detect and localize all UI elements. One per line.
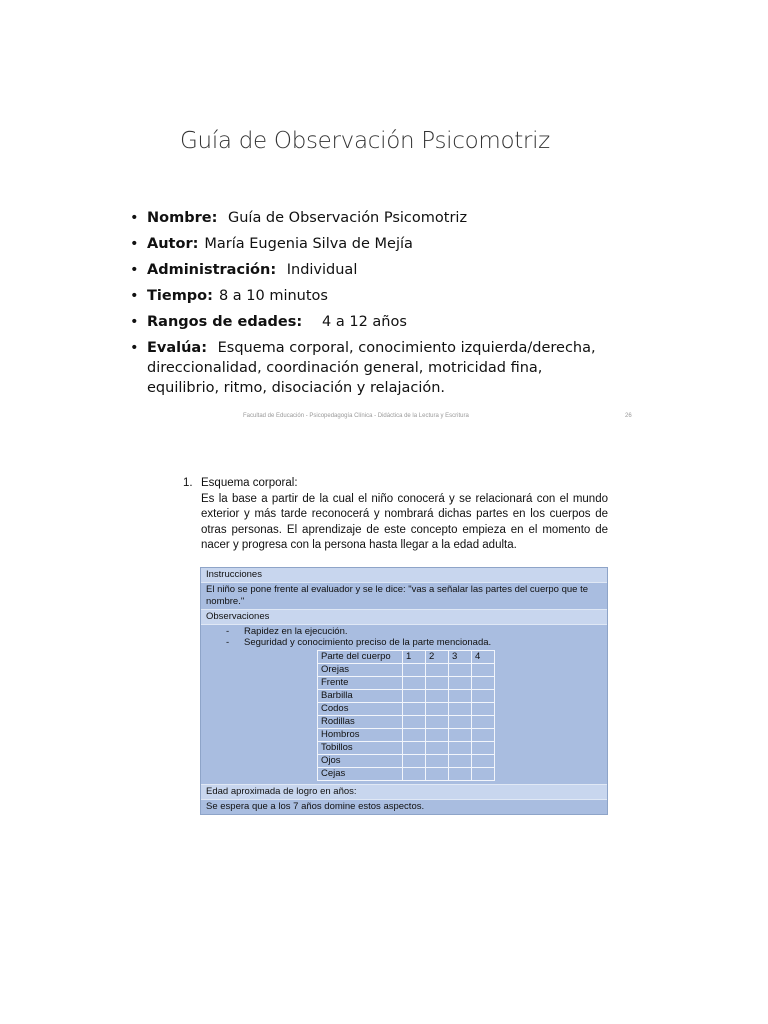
table-row — [318, 729, 495, 742]
score-cell[interactable] — [426, 755, 449, 768]
score-cell[interactable] — [449, 690, 472, 703]
item-value: Guía de Observación Psicomotriz — [227, 210, 468, 226]
item-value: Esquema corporal, conocimiento izquierda/derecha, direccionalidad, coordinación general, motricidad fina, equilibrio, ritmo, disociación y relajación. — [147, 340, 596, 396]
score-cell[interactable] — [426, 742, 449, 755]
body-part-cell: Tobillos — [318, 742, 403, 755]
observations-label: Observaciones — [201, 610, 607, 625]
body-part-cell: Cejas — [318, 768, 403, 781]
score-cell[interactable] — [472, 716, 495, 729]
body-part-cell: Frente — [318, 677, 403, 690]
table-row — [318, 716, 495, 729]
score-cell[interactable] — [472, 677, 495, 690]
score-cell[interactable] — [449, 755, 472, 768]
score-cell[interactable] — [403, 664, 426, 677]
slide-title: Guía de Observación Psicomotriz — [180, 128, 550, 154]
footer-text: Facultad de Educación - Psicopedagogía Clínica - Didáctica de la Lectura y Escritura — [243, 413, 469, 419]
score-cell[interactable] — [403, 768, 426, 781]
item-value: Individual — [286, 262, 358, 278]
table-row — [318, 742, 495, 755]
score-cell[interactable] — [449, 768, 472, 781]
item-label: Evalúa: — [147, 340, 208, 356]
item-value: María Eugenia Silva de Mejía — [204, 236, 413, 252]
score-cell[interactable] — [472, 690, 495, 703]
body-part-cell: Codos — [318, 703, 403, 716]
item-label: Rangos de edades: — [147, 314, 303, 330]
list-item — [130, 260, 610, 280]
instructions-label: Instrucciones — [201, 568, 607, 583]
age-text: Se espera que a los 7 años domine estos aspectos. — [206, 801, 425, 812]
item-value: 8 a 10 minutos — [218, 288, 328, 304]
score-cell[interactable] — [403, 729, 426, 742]
table-row — [318, 664, 495, 677]
body-part-cell: Hombros — [318, 729, 403, 742]
score-cell[interactable] — [426, 677, 449, 690]
score-cell[interactable] — [426, 716, 449, 729]
page-number: 26 — [625, 413, 632, 419]
score-cell[interactable] — [472, 755, 495, 768]
body-part-cell: Barbilla — [318, 690, 403, 703]
score-cell[interactable] — [449, 703, 472, 716]
table-row — [318, 703, 495, 716]
list-item: - Rapidez en la ejecución. — [226, 626, 602, 637]
score-header: 1 — [403, 651, 426, 664]
table-row — [318, 690, 495, 703]
score-cell[interactable] — [426, 664, 449, 677]
score-cell[interactable] — [426, 729, 449, 742]
score-cell[interactable] — [472, 742, 495, 755]
score-cell[interactable] — [449, 677, 472, 690]
list-item — [130, 286, 610, 306]
list-item — [130, 208, 610, 228]
observation-table — [200, 567, 608, 815]
info-list — [130, 208, 610, 404]
item-label: Autor: — [147, 236, 199, 252]
score-cell[interactable] — [449, 664, 472, 677]
section-esquema-corporal — [183, 476, 608, 554]
score-cell[interactable] — [472, 768, 495, 781]
score-header: 2 — [426, 651, 449, 664]
score-header: 3 — [449, 651, 472, 664]
item-label: Nombre: — [147, 210, 218, 226]
score-cell[interactable] — [472, 729, 495, 742]
section-paragraph: Es la base a partir de la cual el niño conocerá y se relacionará con el mundo exterior y más tarde reconocerá y nombrará dichas partes en los cuerpos de otras personas. El aprendizaje de este concepto empieza en el momento de nacer y progresa con la persona hasta llegar a la edad adulta. — [201, 492, 608, 551]
score-cell[interactable] — [403, 755, 426, 768]
observations-body — [201, 625, 607, 785]
score-cell[interactable] — [403, 742, 426, 755]
score-cell[interactable] — [403, 703, 426, 716]
list-item — [130, 338, 610, 398]
score-cell[interactable] — [472, 703, 495, 716]
section-number: 1. — [183, 477, 193, 489]
score-cell[interactable] — [472, 664, 495, 677]
score-cell[interactable] — [449, 729, 472, 742]
score-cell[interactable] — [403, 677, 426, 690]
section-heading: Esquema corporal: — [201, 477, 298, 489]
score-cell[interactable] — [426, 768, 449, 781]
body-part-cell: Orejas — [318, 664, 403, 677]
table-header-row — [318, 651, 495, 664]
parts-header: Parte del cuerpo — [318, 651, 403, 664]
score-cell[interactable] — [403, 690, 426, 703]
instructions-text: El niño se pone frente al evaluador y se le dice: "vas a señalar las partes del cuerpo que te nombre." — [201, 583, 607, 610]
score-cell[interactable] — [449, 742, 472, 755]
item-value: 4 a 12 años — [322, 314, 407, 330]
score-cell[interactable] — [426, 690, 449, 703]
table-row — [318, 768, 495, 781]
body-parts-table — [317, 650, 495, 781]
score-cell[interactable] — [426, 703, 449, 716]
table-row — [318, 755, 495, 768]
body-part-cell: Ojos — [318, 755, 403, 768]
age-label: Edad aproximada de logro en años: — [201, 785, 607, 800]
list-item — [130, 234, 610, 254]
item-label: Tiempo: — [147, 288, 213, 304]
list-item — [130, 312, 610, 332]
score-cell[interactable] — [403, 716, 426, 729]
score-header: 4 — [472, 651, 495, 664]
body-part-cell: Rodillas — [318, 716, 403, 729]
criteria-list — [206, 626, 602, 648]
item-label: Administración: — [147, 262, 277, 278]
table-row — [318, 677, 495, 690]
score-cell[interactable] — [449, 716, 472, 729]
list-item: - Seguridad y conocimiento preciso de la parte mencionada. — [226, 637, 602, 648]
